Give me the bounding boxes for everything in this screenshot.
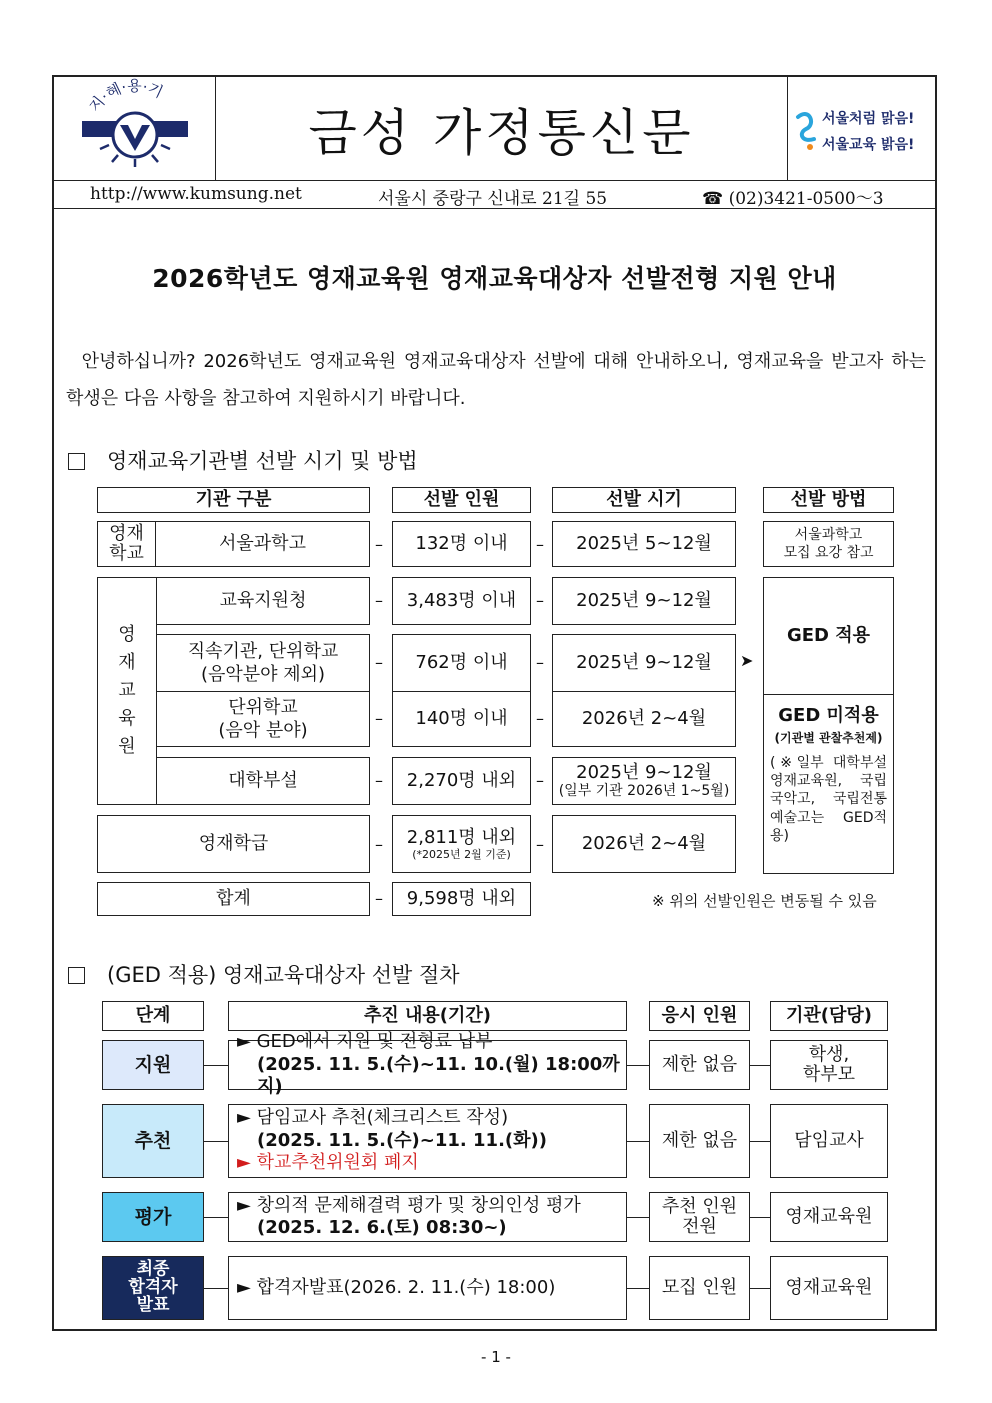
newsletter-frame: [52, 75, 937, 1331]
applicants-cell: 제한 없음: [649, 1040, 750, 1090]
connector: [204, 1217, 228, 1218]
process-line: ► 창의적 문제해결력 평가 및 창의인성 평가: [237, 1194, 581, 1216]
section1-title: 영재교육기관별 선발 시기 및 방법: [107, 449, 418, 473]
slogan-logo: [788, 77, 935, 181]
period-cell: 2025년 9~12월: [552, 577, 736, 625]
period-note: (일부 기관 2026년 1~5월): [558, 783, 730, 800]
count-note: (*2025년 2월 기준): [412, 848, 511, 862]
process-date: (2025. 12. 6.(토) 08:30~): [257, 1217, 507, 1238]
header-applicants: 응시 인원: [649, 1001, 750, 1031]
school-logo-cell: [54, 77, 216, 181]
title-cell: [216, 77, 788, 181]
dash: –: [375, 709, 383, 728]
org-cell: 영재교육원: [770, 1256, 888, 1320]
connector: [627, 1065, 649, 1066]
slogan-cell: [788, 77, 935, 181]
info-bar: [54, 181, 935, 209]
connector: [204, 1141, 228, 1142]
arrow-icon: ➤: [740, 651, 754, 670]
method-science: 서울과학고 모집 요강 참고: [763, 521, 894, 567]
org-name: 단위학교 (음악 분야): [156, 691, 370, 747]
method-no-ged-sub: (기관별 관찰추천제): [774, 731, 883, 745]
count-cell: 3,483명 이내: [392, 577, 531, 625]
section2-title: (GED 적용) 영재교육대상자 선발 절차: [107, 963, 460, 987]
stage-evaluation: 평가: [102, 1192, 204, 1242]
count-cell: 140명 이내: [392, 691, 531, 747]
page-number: - 1 -: [481, 1348, 511, 1366]
process-announcement: ► 합격자발표(2026. 2. 11.(수) 18:00): [228, 1256, 627, 1320]
org-name: 교육지원청: [156, 577, 370, 625]
dash: –: [375, 835, 383, 854]
header-org: 기관(담당): [770, 1001, 888, 1031]
process-apply: [228, 1031, 627, 1098]
period-cell: [552, 757, 736, 805]
selection-note: ※ 위의 선발인원은 변동될 수 있음: [652, 892, 877, 910]
school-url[interactable]: http://www.kumsung.net: [90, 184, 302, 204]
slogan-line-2: 서울교육 밝음!: [822, 137, 915, 153]
total-label: 합계: [97, 882, 370, 916]
stage-recommend: 추천: [102, 1104, 204, 1178]
section2-heading: [68, 959, 460, 989]
process-date: (2025. 11. 5.(수)~11. 10.(월) 18:00까지): [257, 1053, 620, 1098]
stage-final-announcement: 최종 합격자 발표: [102, 1256, 204, 1320]
org-name: 대학부설: [156, 757, 370, 805]
process-line: ► 담임교사 추천(체크리스트 작성): [237, 1107, 509, 1129]
process-date: (2025. 11. 5.(수)~11. 11.(화)): [257, 1129, 547, 1151]
dash: –: [536, 653, 544, 672]
period-cell: 2025년 5~12월: [552, 521, 736, 567]
newsletter-title: 금성 가정통신문: [308, 104, 695, 162]
slogan-line-1: 서울처럼 맑음!: [822, 111, 915, 127]
org-cell: 학생, 학부모: [770, 1040, 888, 1090]
header-period: 선발 시기: [552, 487, 736, 513]
connector: [204, 1065, 228, 1066]
header-count: 선발 인원: [392, 487, 531, 513]
process-line: ► GED에서 지원 및 전형료 납부: [237, 1031, 493, 1053]
checkbox-icon: [68, 967, 85, 984]
applicants-cell: 제한 없음: [649, 1104, 750, 1178]
document-title: 2026학년도 영재교육원 영재교육대상자 선발전형 지원 안내: [152, 264, 837, 293]
connector: [204, 1288, 228, 1289]
applicants-cell: 모집 인원: [649, 1256, 750, 1320]
row-science-school: [97, 521, 370, 567]
connector: [750, 1141, 770, 1142]
school-phone: ☎ (02)3421-0500～3: [702, 189, 884, 209]
count-cell: 132명 이내: [392, 521, 531, 567]
dash: –: [375, 653, 383, 672]
dash: –: [375, 771, 383, 790]
method-no-ged: [763, 694, 894, 874]
school-address: 서울시 중랑구 신내로 21길 55: [378, 189, 608, 209]
dash: –: [536, 591, 544, 610]
connector: [627, 1288, 649, 1289]
connector: [750, 1065, 770, 1066]
group-gifted-school: 영재 학교: [98, 522, 156, 566]
header-content: 추진 내용(기간): [228, 1001, 627, 1031]
header-stage: 단계: [102, 1001, 204, 1031]
intro-paragraph: [66, 343, 926, 417]
dash: –: [375, 889, 383, 908]
org-name: 영재학급: [97, 815, 370, 873]
checkbox-icon: [68, 453, 85, 470]
org-name: 직속기관, 단위학교 (음악분야 제외): [156, 634, 370, 692]
count-cell: [392, 815, 531, 873]
org-name: 서울과학고: [219, 533, 306, 555]
period-cell: 2026년 2~4월: [552, 691, 736, 747]
count-text: 2,811명 내외: [406, 826, 517, 848]
count-cell: 762명 이내: [392, 634, 531, 692]
intro-text: 안녕하십니까? 2026학년도 영재교육원 영재교육대상자 선발에 대해 안내하오니, 영재교육을 받고자 하는 학생은 다음 사항을 참고하여 지원하시기 바랍니다.: [66, 351, 926, 409]
dash: –: [375, 535, 383, 554]
total-count: 9,598명 내외: [392, 882, 531, 916]
method-no-ged-note: (※일부 대학부설 영재교육원, 국립국악고, 국립전통예술고는 GED적용): [770, 755, 887, 844]
header-method: 선발 방법: [763, 487, 894, 513]
dash: –: [536, 771, 544, 790]
header: [54, 77, 935, 181]
connector: [750, 1217, 770, 1218]
dash: –: [375, 591, 383, 610]
method-ged: GED 적용: [763, 577, 894, 695]
dash: –: [536, 835, 544, 854]
period-text: 2025년 9~12월: [576, 761, 712, 783]
connector: [627, 1141, 649, 1142]
org-cell: 영재교육원: [770, 1192, 888, 1242]
count-cell: 2,270명 내외: [392, 757, 531, 805]
connector: [750, 1288, 770, 1289]
process-note-red: ► 학교추천위원회 폐지: [237, 1152, 419, 1174]
connector: [627, 1217, 649, 1218]
period-cell: 2025년 9~12월: [552, 634, 736, 692]
stage-apply: 지원: [102, 1040, 204, 1090]
period-cell: 2026년 2~4월: [552, 815, 736, 873]
group-gifted-center: 영 재 교 육 원: [97, 577, 157, 805]
section1-heading: [68, 445, 418, 475]
dash: –: [536, 709, 544, 728]
school-logo: [54, 77, 216, 181]
logo-motto: 지·혜·용·기: [85, 77, 166, 116]
org-cell: 담임교사: [770, 1104, 888, 1178]
process-recommend: [228, 1104, 627, 1178]
dash: –: [536, 535, 544, 554]
header-org: 기관 구분: [97, 487, 370, 513]
process-evaluation: [228, 1192, 627, 1242]
method-no-ged-title: GED 미적용: [778, 705, 879, 726]
applicants-cell: 추천 인원 전원: [649, 1192, 750, 1242]
